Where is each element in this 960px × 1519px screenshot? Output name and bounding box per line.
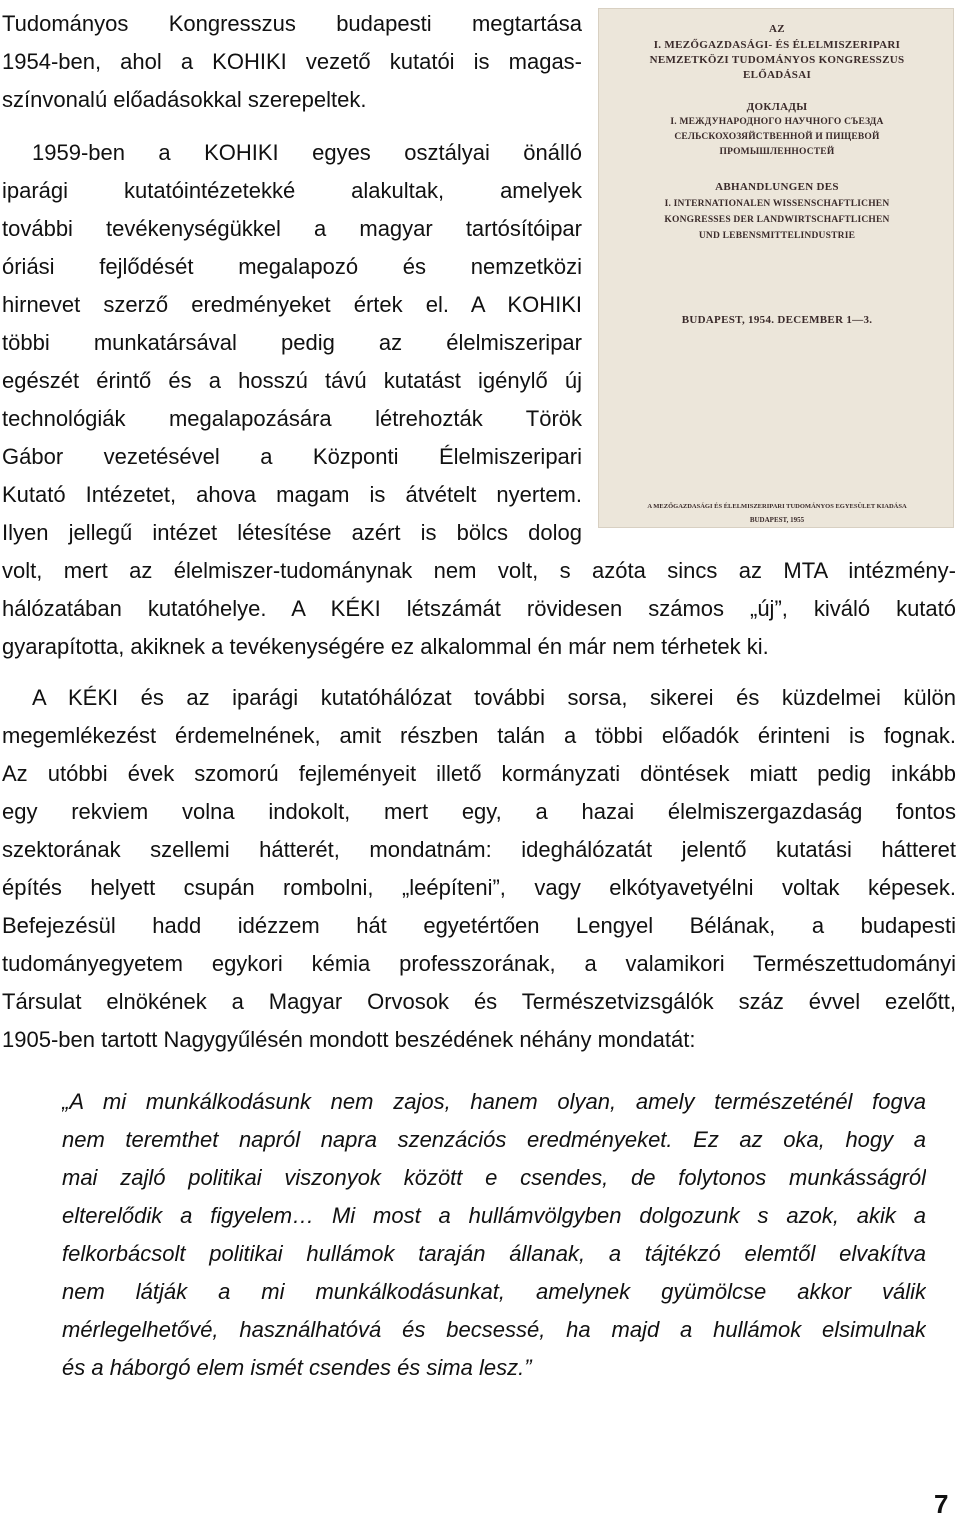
body-line: Befejezésül hadd idézzem hát egyetértően Lengyel Bélának, a budapesti [2, 913, 956, 938]
body-line: többi munkatársával pedig az élelmiszeripar [2, 330, 582, 355]
scan-line: UND LEBENSMITTELINDUSTRIE [698, 231, 856, 241]
body-line: megemlékezést érdemelnének, amit részben talán a többi előadók érinteni is fognak. [2, 723, 956, 748]
body-line: színvonalú előadásokkal szerepeltek. [2, 87, 367, 112]
scan-line: KONGRESSES DER LANDWIRTSCHAFTLICHEN [664, 215, 890, 225]
body-line: volt, mert az élelmiszer-tudománynak nem volt, s azóta sincs az MTA intézmény- [2, 558, 956, 583]
quote-line: elterelődik a figyelem… Mi most a hullámvölgyben dolgozunk s azok, akik a [62, 1203, 926, 1228]
quote-line: és a háborgó elem ismét csendes és sima lesz.” [62, 1355, 532, 1380]
body-line: építés helyett csupán rombolni, „leépíteni”, vagy elkótyavetyélni voltak képesek. [2, 875, 956, 900]
quote-line: „A mi munkálkodásunk nem zajos, hanem olyan, amely természeténél fogva [62, 1089, 926, 1114]
scan-line: СЕЛЬСКОХОЗЯЙСТВЕННОЙ И ПИЩЕВОЙ [674, 132, 880, 142]
scan-line: NEMZETKÖZI TUDOMÁNYOS KONGRESSZUS [649, 54, 905, 66]
scan-line: A MEZŐGAZDASÁGI ÉS ÉLELMISZERIPARI TUDOMÁNYOS EGYESÜLET KIADÁSA [647, 503, 907, 510]
quote-line: nem teremthet napról napra szenzációs eredményeket. Ez az oka, hogy a [62, 1127, 926, 1152]
body-line: hirnevet szerző eredményeket értek el. A KOHIKI [2, 292, 582, 317]
scan-line: AZ [769, 23, 785, 35]
scan-line: I. INTERNATIONALEN WISSENSCHAFTLICHEN [664, 199, 890, 209]
body-line: további tevékenységükkel a magyar tartósítóipar [2, 216, 582, 241]
quote-line: felkorbácsolt politikai hullámok taraján állanak, a tájtékzó elemtől elvakítva [62, 1241, 926, 1266]
scan-line: I. MEZŐGAZDASÁGI- ÉS ÉLELMISZERIPARI [653, 39, 901, 51]
page-number: 7 [934, 1489, 949, 1519]
body-line: Kutató Intézetet, ahova magam is átvételt nyertem. [2, 482, 582, 507]
body-line: A KÉKI és az iparági kutatóhálózat további sorsa, sikerei és küzdelmei külön [32, 685, 956, 710]
body-line: szektorának szellemi hátterét, mondatnám: ideghálózatát jelentő kutatási hátteret [2, 837, 956, 862]
body-line: egy rekviem volna indokolt, mert egy, a hazai élelmiszergazdaság fontos [2, 799, 956, 824]
quote-line: nem látják a mi munkálkodásunkat, amelynek gyümölcse akkor válik [62, 1279, 926, 1304]
body-line: 1905-ben tartott Nagygyűlésén mondott beszédének néhány mondatát: [2, 1027, 696, 1052]
scan-line: ELŐADÁSAI [742, 69, 812, 81]
quote-line: mérlegelhetővé, használhatóvá és becsessé, ha majd a hullámok elsimulnak [62, 1317, 926, 1342]
book-title-page-scan [598, 8, 954, 528]
body-line: Az utóbbi évek szomorú fejleményeit illető kormányzati döntések miatt pedig inkább [2, 761, 956, 786]
scan-line: ДОКЛАДЫ [746, 101, 808, 113]
body-line: Ilyen jellegű intézet létesítése azért is bölcs dolog [2, 520, 582, 545]
body-line: egészét érintő és a hosszú távú kutatást igénylő új [2, 368, 582, 393]
scan-line: BUDAPEST, 1955 [749, 516, 805, 524]
scan-line: I. МЕЖДУНАРОДНОГО НАУЧНОГО СЪЕЗДА [670, 117, 884, 127]
quote-line: mai zajló politikai viszonyok között e csendes, de folytonos munkásságról [62, 1165, 926, 1190]
body-line: Tudományos Kongresszus budapesti megtartása [2, 11, 582, 36]
body-line: Társulat elnökének a Magyar Orvosok és Természetvizsgálók száz évvel ezelőtt, [2, 989, 956, 1014]
body-line: hálózatában kutatóhelye. A KÉKI létszámát rövidesen számos „új”, kiváló kutató [2, 596, 956, 621]
body-line: 1954-ben, ahol a KOHIKI vezető kutatói is magas- [2, 49, 582, 74]
body-line: óriási fejlődését megalapozó és nemzetközi [2, 254, 582, 279]
body-line: iparági kutatóintézetekké alakultak, amelyek [2, 178, 582, 203]
scan-line: ПРОМЫШЛЕННОСТЕЙ [719, 147, 835, 157]
body-line: tudományegyetem egykori kémia professzorának, a valamikori Természettudományi [2, 951, 956, 976]
scan-line: BUDAPEST, 1954. DECEMBER 1—3. [681, 314, 873, 326]
body-line: 1959-ben a KOHIKI egyes osztályai önálló [32, 140, 582, 165]
body-line: technológiák megalapozására létrehozták Török [2, 406, 582, 431]
body-line: Gábor vezetésével a Központi Élelmiszeripari [2, 444, 582, 469]
scan-line: ABHANDLUNGEN DES [715, 181, 839, 193]
body-line: gyarapította, akiknek a tevékenységére ez alkalommal én már nem térhetek ki. [2, 634, 769, 659]
